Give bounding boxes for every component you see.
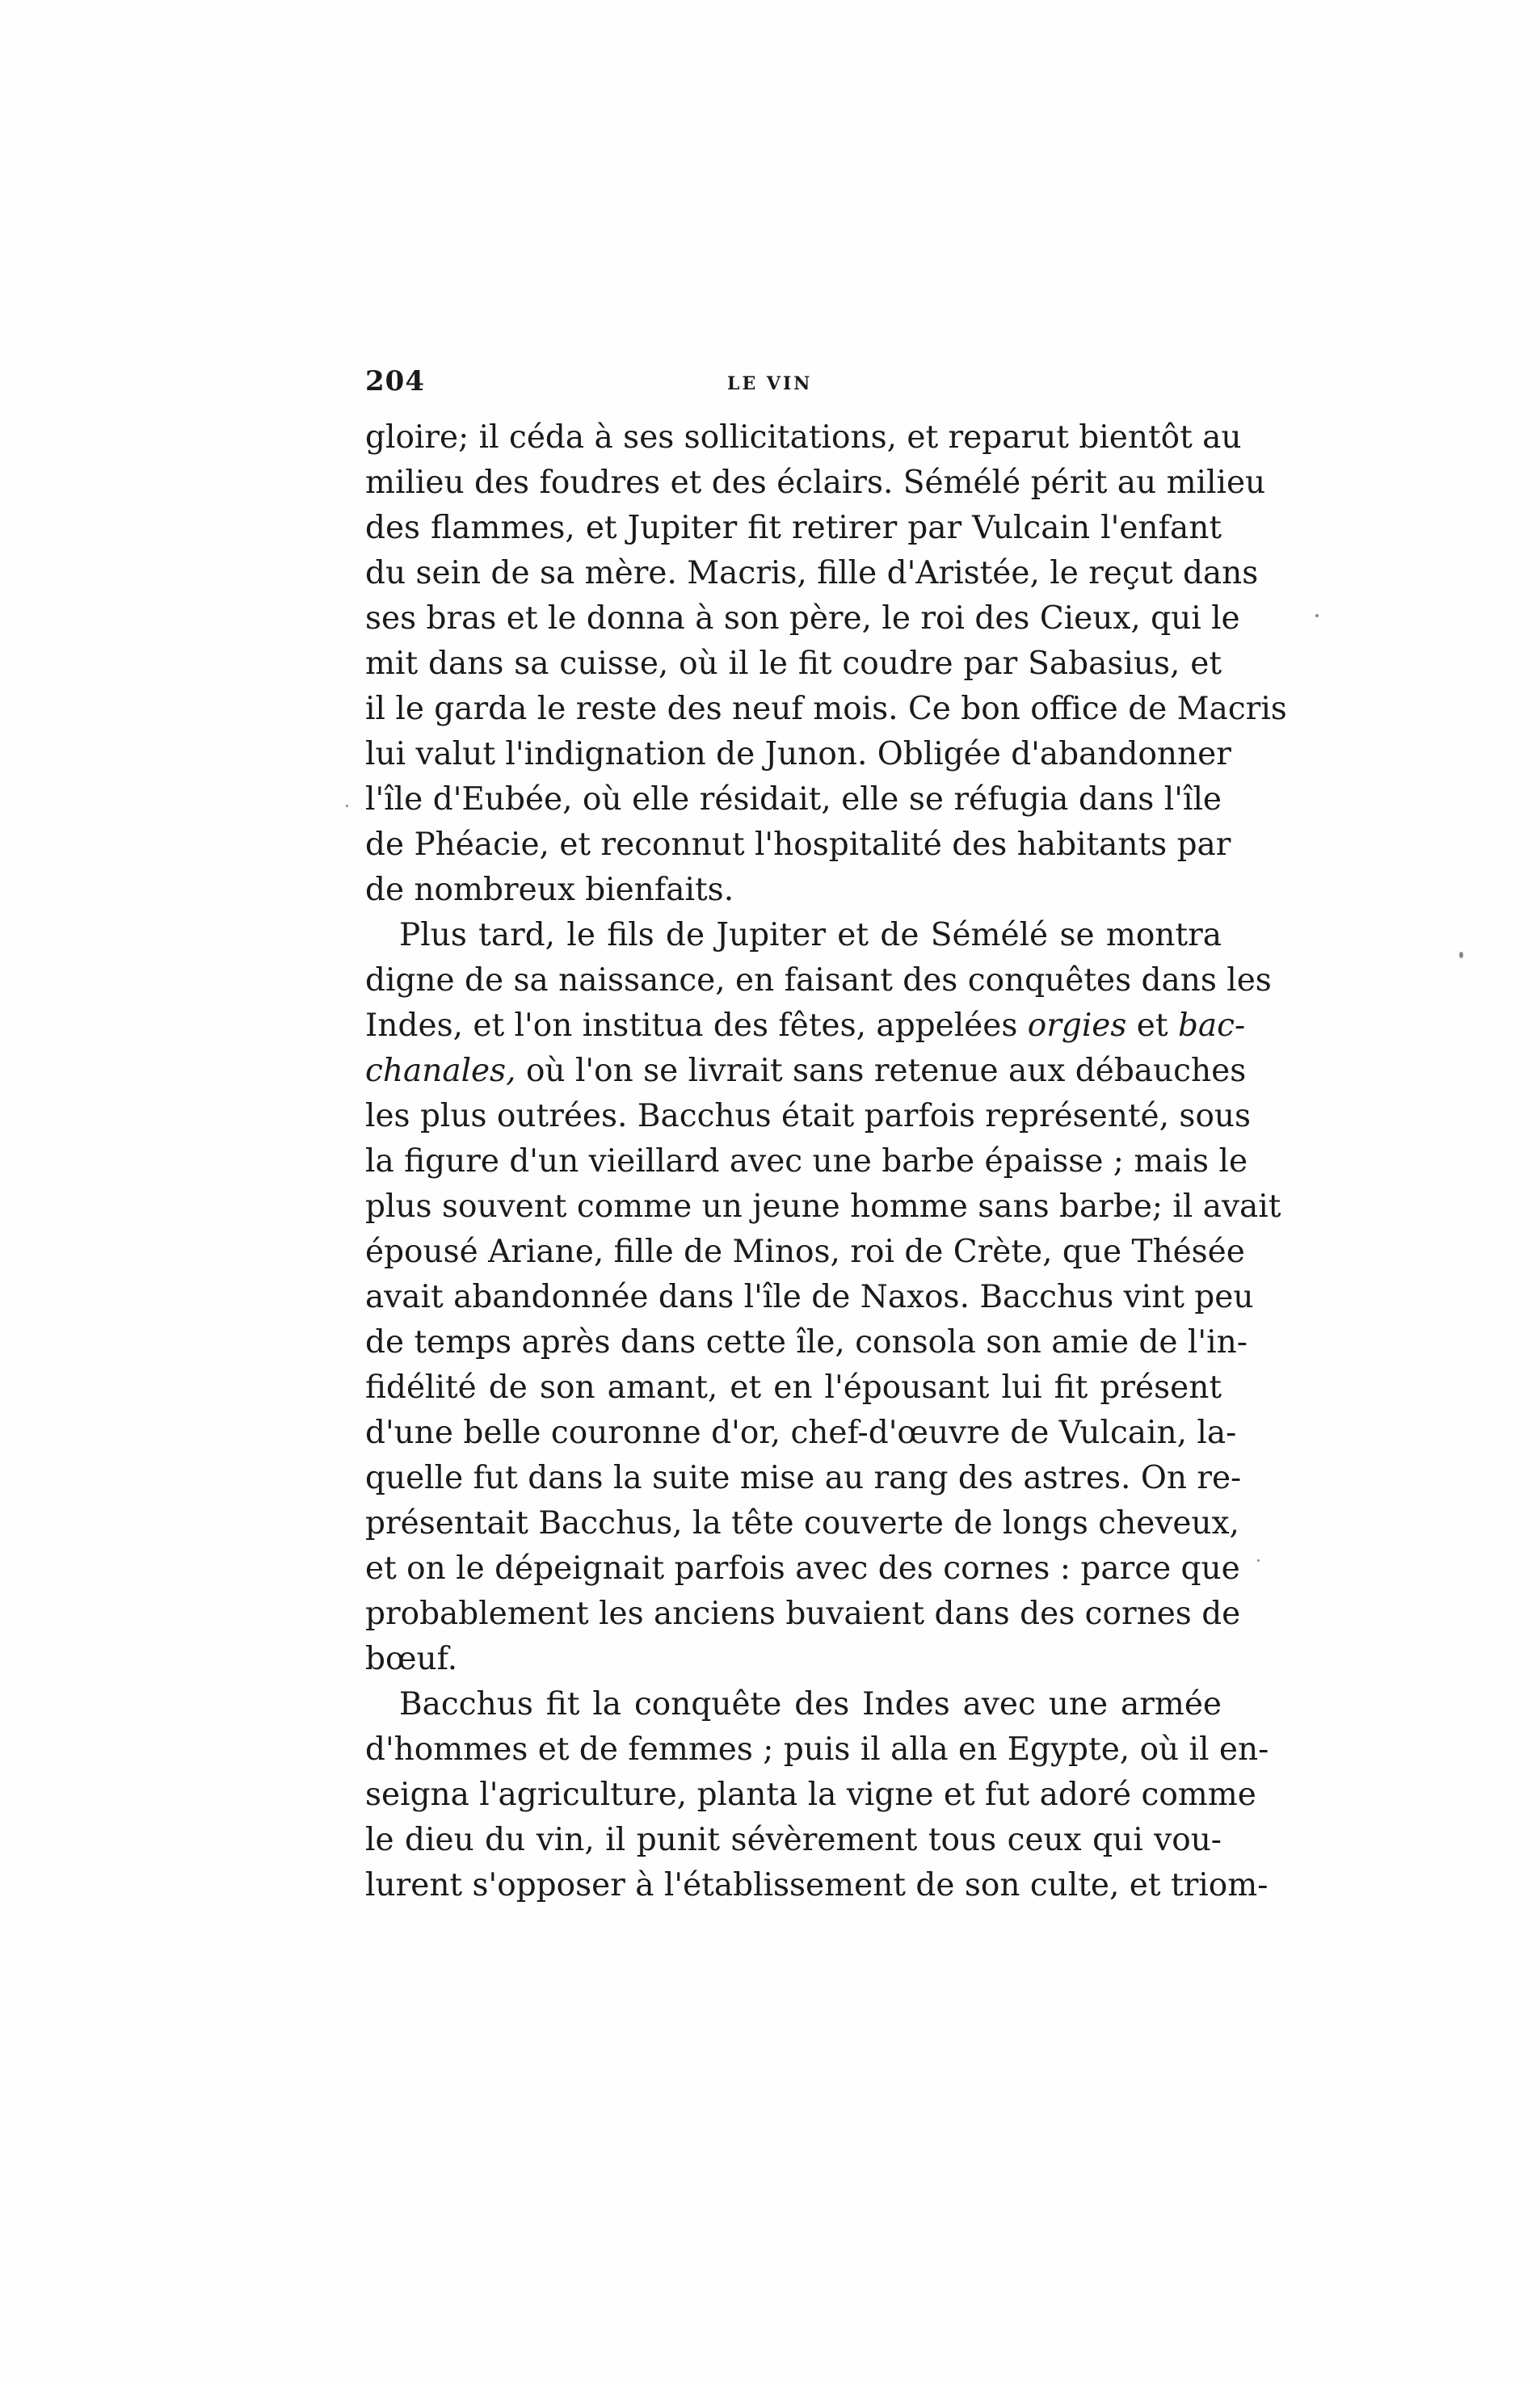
paragraph-1	[365, 415, 1287, 913]
page-header	[365, 365, 1222, 406]
text-line: milieu des foudres et des éclairs. Sémélé périt au milieu	[365, 465, 1266, 501]
text-line: gloire; il céda à ses sollicitations, et reparut bientôt au	[365, 419, 1242, 456]
paper-speck	[1257, 1559, 1260, 1562]
text-line: probablement les anciens buvaient dans des cornes de	[365, 1596, 1241, 1632]
italic-term-bacchanales-part2: chanales,	[365, 1053, 516, 1089]
text-line: bœuf.	[365, 1641, 458, 1677]
text-line: quelle fut dans la suite mise au rang des astres. On re-	[365, 1460, 1242, 1496]
text-line: plus souvent comme un jeune homme sans barbe; il avait	[365, 1188, 1281, 1225]
text-line: et on le dépeignait parfois avec des cornes : parce que	[365, 1550, 1240, 1587]
text-line-with-italics	[365, 1003, 1246, 1049]
text-segment: et	[1126, 1007, 1178, 1044]
text-line: mit dans sa cuisse, où il le fit coudre par Sabasius, et	[365, 646, 1222, 682]
text-line: présentait Bacchus, la tête couverte de longs cheveux,	[365, 1505, 1239, 1542]
text-line: de temps après dans cette île, consola son amie de l'in-	[365, 1324, 1248, 1361]
text-segment: Indes, et l'on institua des fêtes, appelées	[365, 1007, 1028, 1044]
paper-speck	[1315, 614, 1319, 617]
text-line: du sein de sa mère. Macris, fille d'Aristée, le reçut dans	[365, 555, 1259, 591]
paper-speck	[1459, 952, 1463, 958]
text-line: des flammes, et Jupiter fit retirer par Vulcain l'enfant	[365, 510, 1222, 546]
text-line: de Phéacie, et reconnut l'hospitalité des habitants par	[365, 827, 1231, 863]
text-line: ses bras et le donna à son père, le roi des Cieux, qui le	[365, 600, 1240, 637]
text-line: avait abandonnée dans l'île de Naxos. Bacchus vint peu	[365, 1279, 1254, 1315]
text-segment: où l'on se livrait sans retenue aux débauches	[515, 1053, 1247, 1089]
text-line: Bacchus fit la conquête des Indes avec une armée	[399, 1686, 1222, 1722]
text-line: lurent s'opposer à l'établissement de son culte, et triom-	[365, 1867, 1269, 1903]
body-text	[365, 415, 1287, 1908]
text-line: il le garda le reste des neuf mois. Ce bon office de Macris	[365, 691, 1287, 727]
text-line: le dieu du vin, il punit sévèrement tous ceux qui vou-	[365, 1822, 1222, 1858]
text-line: les plus outrées. Bacchus était parfois représenté, sous	[365, 1098, 1252, 1134]
page-number: 204	[365, 365, 425, 398]
text-line: d'hommes et de femmes ; puis il alla en Egypte, où il en-	[365, 1731, 1269, 1768]
running-head: LE VIN	[727, 373, 813, 394]
text-line: de nombreux bienfaits.	[365, 872, 734, 908]
text-line: épousé Ariane, fille de Minos, roi de Crète, que Thésée	[365, 1234, 1245, 1270]
text-line: la figure d'un vieillard avec une barbe épaisse ; mais le	[365, 1143, 1248, 1180]
text-line: l'île d'Eubée, où elle résidait, elle se réfugia dans l'île	[365, 781, 1222, 818]
text-line-with-italics	[365, 1049, 1247, 1094]
text-line: fidélité de son amant, et en l'épousant lui fit présent	[365, 1369, 1222, 1406]
text-line: d'une belle couronne d'or, chef-d'œuvre de Vulcain, la-	[365, 1415, 1237, 1451]
paragraph-3	[365, 1682, 1269, 1908]
text-line: seigna l'agriculture, planta la vigne et fut adoré comme	[365, 1777, 1256, 1813]
text-line: Plus tard, le fils de Jupiter et de Sémélé se montra	[399, 917, 1222, 953]
italic-term-orgies: orgies	[1027, 1007, 1127, 1044]
italic-term-bacchanales-part1: bac-	[1177, 1007, 1246, 1044]
paragraph-2	[365, 913, 1281, 1682]
paper-speck	[346, 805, 348, 807]
text-line: digne de sa naissance, en faisant des conquêtes dans les	[365, 962, 1272, 999]
text-line: lui valut l'indignation de Junon. Obligée d'abandonner	[365, 736, 1231, 772]
